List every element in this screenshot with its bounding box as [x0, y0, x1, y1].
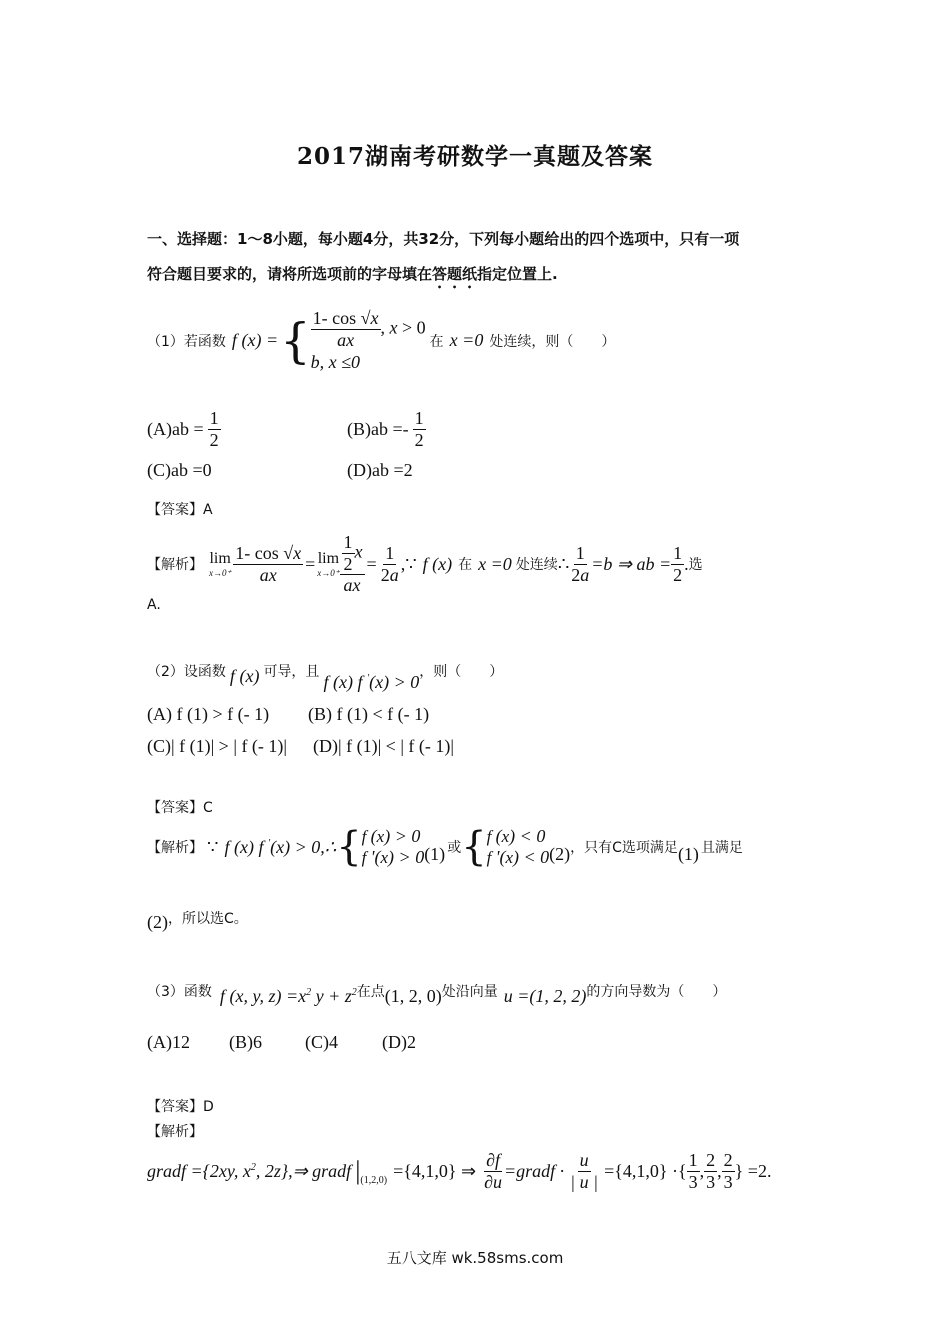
- q1-answer: 【答案】A: [147, 502, 213, 518]
- question-1: [147, 308, 615, 373]
- q3-option-b: (B)6: [229, 1032, 262, 1052]
- q1-brace: {: [280, 312, 311, 369]
- section-line-2: 符合题目要求的，请将所选项前的字母填在答题纸指定位置上.: [147, 265, 558, 283]
- q1-option-b: (B)ab =- $\frac{1}{2}$: [347, 408, 424, 450]
- q2-option-b: (B) f (1) < f (- 1): [308, 704, 430, 724]
- q2-analysis: 【解析】 ∵ f (x) f '(x) > 0,∴ { f (x) > 0 f '(x) > 0 (1) 或 { f (x) < 0 f '(x) < 0 (2) ，只有C选项满足 (1) 且满足: [147, 824, 743, 870]
- q2-answer: 【答案】C: [147, 800, 213, 816]
- q1-piecewise: $\frac{1- \cos √x}{ax}$ , x > 0 b, x ≤0: [310, 308, 426, 373]
- q1-point: x =0: [449, 330, 484, 351]
- q1-mid: 在: [429, 333, 444, 350]
- q1-suffix: 处连续，则（ ）: [489, 333, 616, 350]
- q3-analysis: gradf ={2xy, $x^2$, 2z},⇒ gradf | (1,2,0) ={4,1,0} ⇒ $\frac{\partial f}{\partial u}$ =gradf · $\frac{u}{| u |}$ ={4,1,0} ·{ $\frac{1}{3}$ , $\frac{2}{3}$ , $\frac{2}{3}$ } =2.: [147, 1150, 772, 1192]
- q1-analysis-cont: A.: [147, 597, 161, 613]
- q3-option-a: (A)12: [147, 1032, 190, 1052]
- question-3: （3）函数 f (x, y, $z) =x^2$ $y + z^2$ 在点 (1, 2, 0) 处沿向量 u =(1, 2, 2) 的方向导数为（ ）: [147, 983, 727, 1006]
- q3-answer: 【答案】D: [147, 1099, 214, 1115]
- q2-analysis-cont: (2) ，所以选C。: [147, 910, 248, 932]
- q1-analysis: 【解析】 lim x→0⁺ $\frac{1- \cos √x}{ax}$ = lim x→0⁺ $\frac{1}{2}$ x ax = $\frac{1}{2a}$ ,∵ f (x) 在 x =0 处连续 ∴ $\frac{1}{2a}$ =b ⇒ ab = $\frac{1}{2}$ . 选: [147, 532, 703, 596]
- q1-option-c: (C)ab =0: [147, 460, 212, 480]
- q1-prefix: （1）若函数: [147, 333, 226, 350]
- q3-analysis-label: 【解析】: [147, 1124, 203, 1140]
- section-heading: [147, 222, 817, 292]
- q3-option-c: (C)4: [305, 1032, 338, 1052]
- q2-option-d: (D)| f (1)| < | f (- 1)|: [313, 736, 455, 756]
- question-2: （2）设函数 f (x) 可导，且 f (x) f '(x) > 0 ，则（ ）: [147, 663, 504, 692]
- page-title: 2017湖南考研数学一真题及答案: [296, 143, 653, 170]
- q2-option-c: (C)| f (1)| > | f (- 1)|: [147, 736, 288, 756]
- section-line-1: 一、选择题：1～8小题，每小题4分，共32分，下列每小题给出的四个选项中，只有一项: [147, 230, 740, 248]
- q1-option-d: (D)ab =2: [347, 460, 413, 480]
- q1-function: f (x) =: [231, 330, 279, 351]
- q3-option-d: (D)2: [382, 1032, 416, 1052]
- q2-option-a: (A) f (1) > f (- 1): [147, 704, 270, 724]
- q1-option-a: (A)ab = $\frac{1}{2}$: [147, 408, 219, 450]
- footer-watermark: 五八文库 wk.58sms.com: [386, 1249, 564, 1267]
